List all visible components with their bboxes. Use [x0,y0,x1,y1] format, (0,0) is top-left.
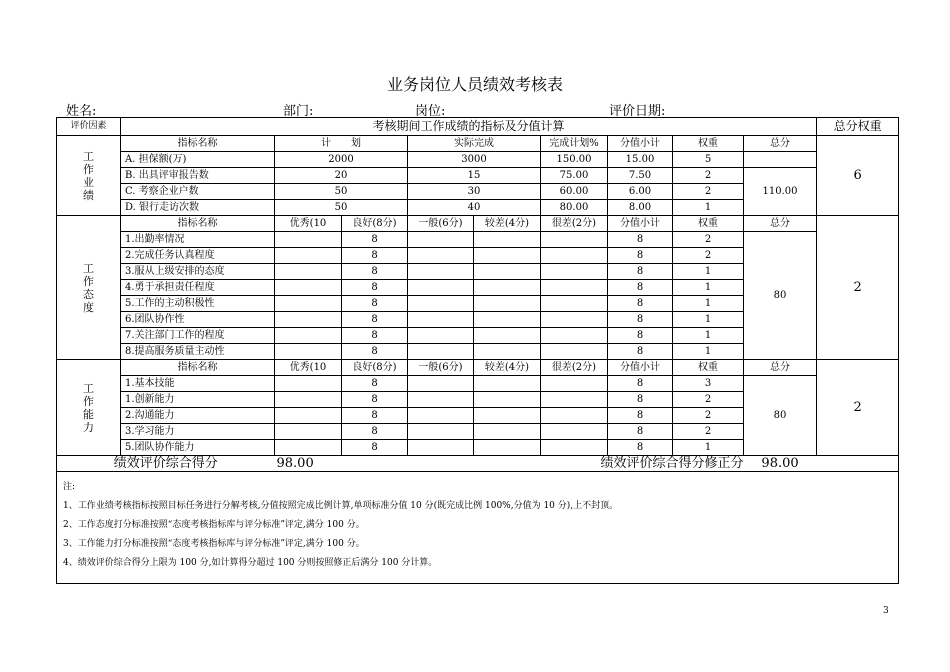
very-poor-cell [541,264,608,280]
score-subtotal: 8 [608,296,673,312]
indicator-name: 2.沟通能力 [121,408,275,424]
very-poor-cell [541,424,608,440]
indicator-name: 1.出勤率情况 [121,232,275,248]
section-weight: 2 [817,360,899,456]
poor-cell [474,248,541,264]
excellent-cell [275,312,342,328]
good-score: 8 [342,232,408,248]
good-score: 8 [342,392,408,408]
good-score: 8 [342,408,408,424]
actual-value: 3000 [408,152,541,168]
poor-cell [474,440,541,456]
score-subtotal: 8 [608,376,673,392]
very-poor-cell [541,392,608,408]
section-label-char: 工 [83,381,94,395]
section-label-char: 绩 [83,188,94,202]
indicator-name: 3.服从上级安排的态度 [121,264,275,280]
weight-value: 1 [673,200,744,216]
weight-value: 2 [673,184,744,200]
indicator-name: 5.团队协作能力 [121,440,275,456]
average-cell [408,376,474,392]
indicator-name: 2.完成任务认真程度 [121,248,275,264]
weight-value: 5 [673,152,744,168]
good-score: 8 [342,312,408,328]
average-cell [408,392,474,408]
score-subtotal: 8 [608,328,673,344]
column-header: 指标名称 [121,216,275,232]
weight-value: 1 [673,328,744,344]
excellent-cell [275,440,342,456]
adjusted-summary-value: 98.00 [744,456,817,472]
indicator-name: 7.关注部门工作的程度 [121,328,275,344]
good-score: 8 [342,344,408,360]
indicator-name: 4.勇于承担责任程度 [121,280,275,296]
score-subtotal: 8 [608,280,673,296]
weight-value: 2 [673,408,744,424]
poor-cell [474,312,541,328]
name-label: 姓名: [66,104,97,119]
weight-value: 2 [673,168,744,184]
poor-cell [474,424,541,440]
score-subtotal: 7.50 [608,168,673,184]
actual-value: 30 [408,184,541,200]
page-title: 业务岗位人员绩效考核表 [386,75,563,94]
poor-cell [474,376,541,392]
good-score: 8 [342,440,408,456]
indicator-name: 5.工作的主动积极性 [121,296,275,312]
column-header: 分值小计 [608,136,673,152]
column-header: 指标名称 [121,136,275,152]
poor-cell [474,392,541,408]
average-cell [408,232,474,248]
section-weight: 2 [817,216,899,360]
column-header: 很差(2分) [541,360,608,376]
section-label-char: 态 [83,287,94,301]
page-number: 3 [883,606,889,616]
completion-percent: 150.00 [541,152,608,168]
plan-value: 2000 [275,152,408,168]
dept-label: 部门: [283,104,314,119]
good-score: 8 [342,328,408,344]
attitude-section-label [57,216,121,360]
very-poor-cell [541,248,608,264]
score-subtotal: 8 [608,264,673,280]
very-poor-cell [541,232,608,248]
very-poor-cell [541,440,608,456]
section-total: 80 [744,376,817,456]
excellent-cell [275,264,342,280]
score-subtotal: 8.00 [608,200,673,216]
column-header: 一般(6分) [408,360,474,376]
poor-cell [474,296,541,312]
weight-header: 总分权重 [817,118,899,136]
weight-value: 1 [673,296,744,312]
good-score: 8 [342,264,408,280]
weight-value: 2 [673,248,744,264]
very-poor-cell [541,376,608,392]
indicator-name: 6.团队协作性 [121,312,275,328]
excellent-cell [275,280,342,296]
section-label-char: 能 [83,407,94,421]
adjusted-summary-label: 绩效评价综合得分修正分 [541,456,744,472]
plan-value: 50 [275,200,408,216]
note-item: 3、工作能力打分标准按照“态度考核指标库与评分标准”评定,满分 100 分。 [63,539,365,549]
column-header: 总分 [744,360,817,376]
indicator-name: 1.基本技能 [121,376,275,392]
column-header: 优秀(10 [275,360,342,376]
section-total: 110.00 [744,168,817,216]
section-label-char: 作 [83,394,94,408]
actual-value: 40 [408,200,541,216]
indicator-name: 8.提高服务质量主动性 [121,344,275,360]
good-score: 8 [342,248,408,264]
excellent-cell [275,248,342,264]
column-header: 较差(4分) [474,216,541,232]
average-cell [408,344,474,360]
note-item: 1、工作业绩考核指标按照目标任务进行分解考核,分值按照完成比例计算,单项标准分值 10 分(既完成比例 100%,分值为 10 分),上不封顶。 [63,501,619,511]
poor-cell [474,328,541,344]
score-subtotal: 8 [608,344,673,360]
indicator-name: A. 担保额(万) [121,152,275,168]
section-label-char: 度 [83,300,94,314]
column-header: 总分 [744,216,817,232]
column-header: 优秀(10 [275,216,342,232]
weight-value: 3 [673,376,744,392]
indicator-name: C. 考察企业户数 [121,184,275,200]
indicator-name: B. 出具评审报告数 [121,168,275,184]
date-label: 评价日期: [609,104,666,119]
section-label-char: 作 [83,274,94,288]
evaluation-table [56,117,899,584]
excellent-cell [275,296,342,312]
indicator-name: D. 银行走访次数 [121,200,275,216]
average-cell [408,248,474,264]
section-label-char: 工 [83,261,94,275]
weight-value: 2 [673,424,744,440]
excellent-cell [275,392,342,408]
average-cell [408,440,474,456]
column-header: 指标名称 [121,360,275,376]
main-header: 考核期间工作成绩的指标及分值计算 [121,118,817,136]
column-header: 分值小计 [608,216,673,232]
section-label-char: 业 [83,175,94,189]
column-header: 完成计划% [541,136,608,152]
score-subtotal: 8 [608,408,673,424]
section-weight: 6 [817,136,899,216]
summary-value: 98.00 [275,456,342,472]
score-subtotal: 8 [608,424,673,440]
section-label-char: 力 [83,420,94,434]
excellent-cell [275,424,342,440]
score-subtotal: 8 [608,312,673,328]
average-cell [408,312,474,328]
average-cell [408,296,474,312]
score-subtotal: 8 [608,440,673,456]
weight-value: 1 [673,440,744,456]
column-header: 权重 [673,136,744,152]
very-poor-cell [541,312,608,328]
actual-value: 15 [408,168,541,184]
perf-section-label [57,136,121,216]
column-header: 良好(8分) [342,216,408,232]
ability-section-label [57,360,121,456]
poor-cell [474,232,541,248]
note-item: 4、绩效评价综合得分上限为 100 分,如计算得分超过 100 分则按照修正后满分 100 分计算。 [63,558,438,568]
very-poor-cell [541,296,608,312]
very-poor-cell [541,408,608,424]
post-label: 岗位: [415,104,446,119]
weight-value: 1 [673,280,744,296]
plan-value: 50 [275,184,408,200]
notes-title: 注: [63,482,76,492]
weight-value: 1 [673,264,744,280]
average-cell [408,264,474,280]
column-header: 权重 [673,360,744,376]
column-header: 较差(4分) [474,360,541,376]
completion-percent: 75.00 [541,168,608,184]
column-header: 一般(6分) [408,216,474,232]
column-header: 计 划 [275,136,408,152]
column-header: 分值小计 [608,360,673,376]
indicator-name: 3.学习能力 [121,424,275,440]
weight-value: 2 [673,392,744,408]
section-label-char: 工 [83,149,94,163]
plan-value: 20 [275,168,408,184]
score-subtotal: 8 [608,232,673,248]
score-subtotal: 8 [608,248,673,264]
weight-value: 1 [673,312,744,328]
column-header: 总分 [744,136,817,152]
good-score: 8 [342,296,408,312]
summary-label: 绩效评价综合得分 [57,456,275,472]
score-subtotal: 8 [608,392,673,408]
column-header: 很差(2分) [541,216,608,232]
completion-percent: 80.00 [541,200,608,216]
note-item: 2、工作态度打分标准按照“态度考核指标库与评分标准”评定,满分 100 分。 [63,520,365,530]
section-label-char: 作 [83,162,94,176]
score-subtotal: 15.00 [608,152,673,168]
completion-percent: 60.00 [541,184,608,200]
column-header: 权重 [673,216,744,232]
score-subtotal: 6.00 [608,184,673,200]
column-header: 实际完成 [408,136,541,152]
notes-box [57,472,899,584]
weight-value: 1 [673,344,744,360]
average-cell [408,280,474,296]
average-cell [408,328,474,344]
empty-cell [744,152,817,168]
poor-cell [474,344,541,360]
column-header: 良好(8分) [342,360,408,376]
section-total: 80 [744,232,817,360]
average-cell [408,408,474,424]
excellent-cell [275,328,342,344]
poor-cell [474,264,541,280]
good-score: 8 [342,424,408,440]
poor-cell [474,280,541,296]
good-score: 8 [342,280,408,296]
average-cell [408,424,474,440]
indicator-name: 1.创新能力 [121,392,275,408]
weight-value: 2 [673,232,744,248]
excellent-cell [275,232,342,248]
very-poor-cell [541,328,608,344]
excellent-cell [275,376,342,392]
poor-cell [474,408,541,424]
excellent-cell [275,344,342,360]
factor-header: 评价因素 [57,118,121,136]
excellent-cell [275,408,342,424]
very-poor-cell [541,344,608,360]
good-score: 8 [342,376,408,392]
very-poor-cell [541,280,608,296]
